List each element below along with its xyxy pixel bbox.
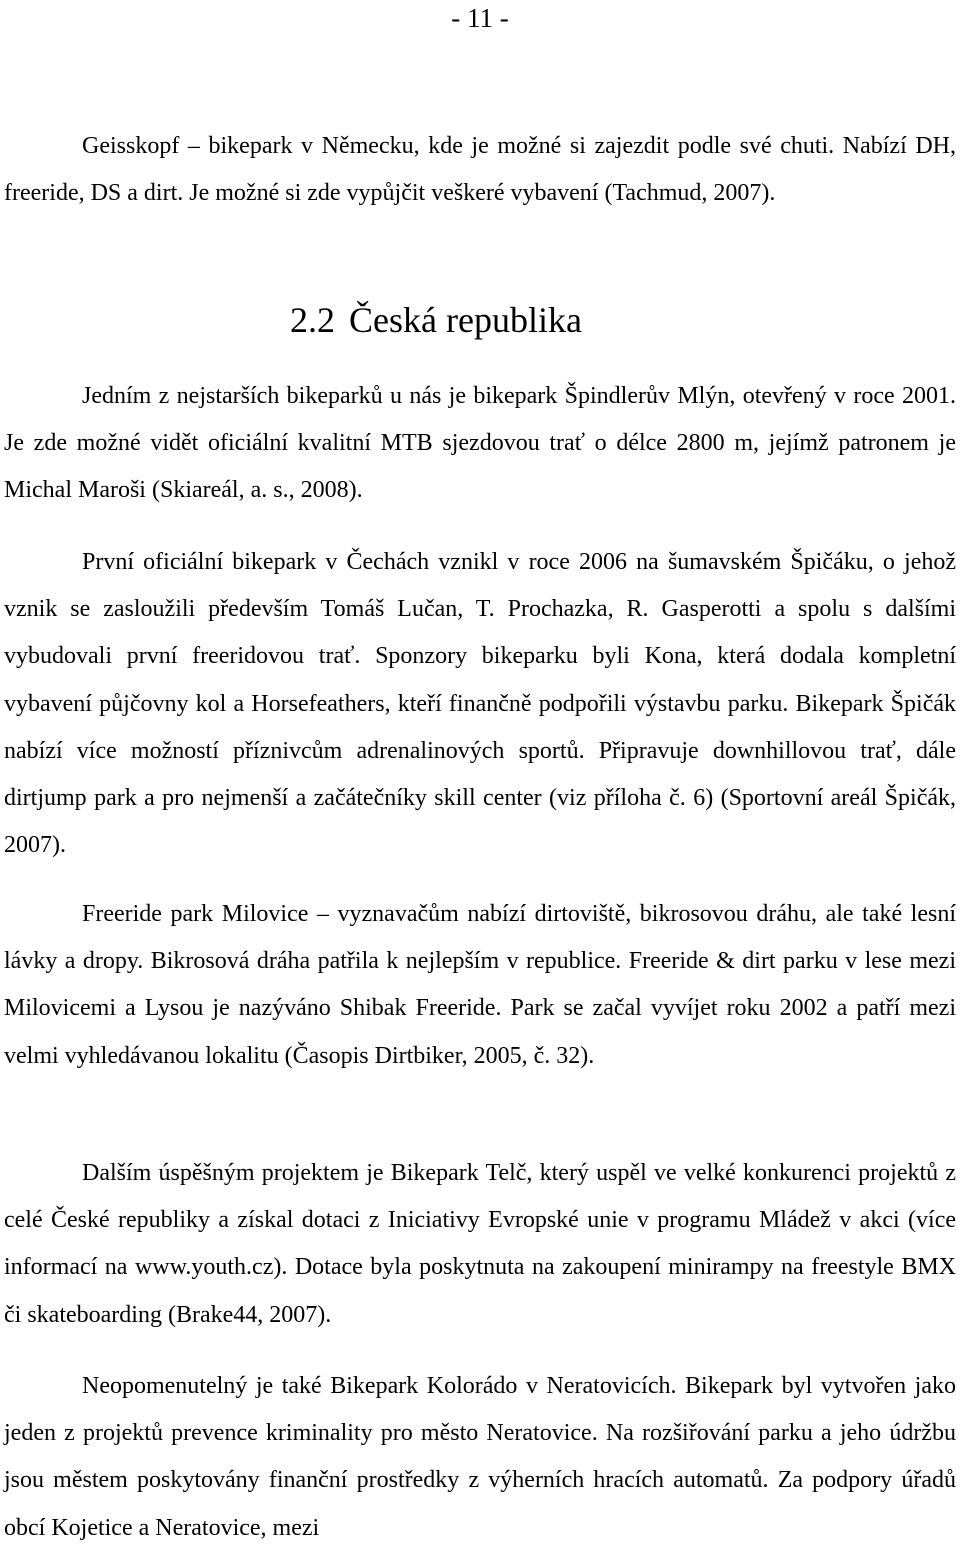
paragraph-geisskopf: Geisskopf – bikepark v Německu, kde je možné si zajezdit podle své chuti. Nabízí DH, freeride, DS a dirt. Je možné si zde vypůjčit veškeré vybavení (Tachmud, 2007). — [4, 133, 956, 207]
paragraph-kolorado: Neopomenutelný je také Bikepark Kolorádo v Neratovicích. Bikepark byl vytvořen jako jeden z projektů prevence kriminality pro město Neratovice. Na rozšiřování parku a jeho údržbu jsou městem poskytovány finanční prostředky z výherních hracích automatů. Za podpory úřadů obcí Kojetice a Neratovice, mezi — [4, 1373, 956, 1541]
page-number: - 11 - — [451, 3, 509, 33]
section-heading — [290, 290, 582, 350]
paragraph-milovice: Freeride park Milovice – vyznavačům nabízí dirtoviště, bikrosovou dráhu, ale také lesní lávky a dropy. Bikrosová dráha patřila k nejlepším v republice. Freeride & dirt parku v lese mezi Milovicemi a Lysou je nazýváno Shibak Freeride. Park se začal vyvíjet roku 2002 a patří mezi velmi vyhledávanou lokalitu (Časopis Dirtbiker, 2005, č. 32). — [4, 901, 956, 1069]
paragraph-spicak: První oficiální bikepark v Čechách vznikl v roce 2006 na šumavském Špičáku, o jehož vznik se zasloužili především Tomáš Lučan, T. Prochazka, R. Gasperotti a spolu s dalšími vybudovali první freeridovou trať. Sponzory bikeparku byli Kona, která dodala kompletní vybavení půjčovny kol a Horsefeathers, kteří finančně podpořili výstavbu parku. Bikepark Špičák nabízí více možností příznivcům adrenalinových sportů. Připravuje downhillovou trať, dále dirtjump park a pro nejmenší a začátečníky skill center (viz příloha č. 6) (Sportovní areál Špičák, 2007). — [4, 549, 956, 859]
section-number: 2.2 — [290, 300, 335, 340]
paragraph-telc: Dalším úspěšným projektem je Bikepark Telč, který uspěl ve velké konkurenci projektů z celé České republiky a získal dotaci z Iniciativy Evropské unie v programu Mládež v akci (více informací na www.youth.cz). Dotace byla poskytnuta na zakoupení minirampy na freestyle BMX či skateboarding (Brake44, 2007). — [4, 1160, 956, 1328]
section-title: Česká republika — [349, 300, 582, 340]
paragraph-spindleruv-mlyn: Jedním z nejstarších bikeparků u nás je bikepark Špindlerův Mlýn, otevřený v roce 2001. Je zde možné vidět oficiální kvalitní MTB sjezdovou trať o délce 2800 m, jejímž patronem je Michal Maroši (Skiareál, a. s., 2008). — [4, 383, 956, 504]
